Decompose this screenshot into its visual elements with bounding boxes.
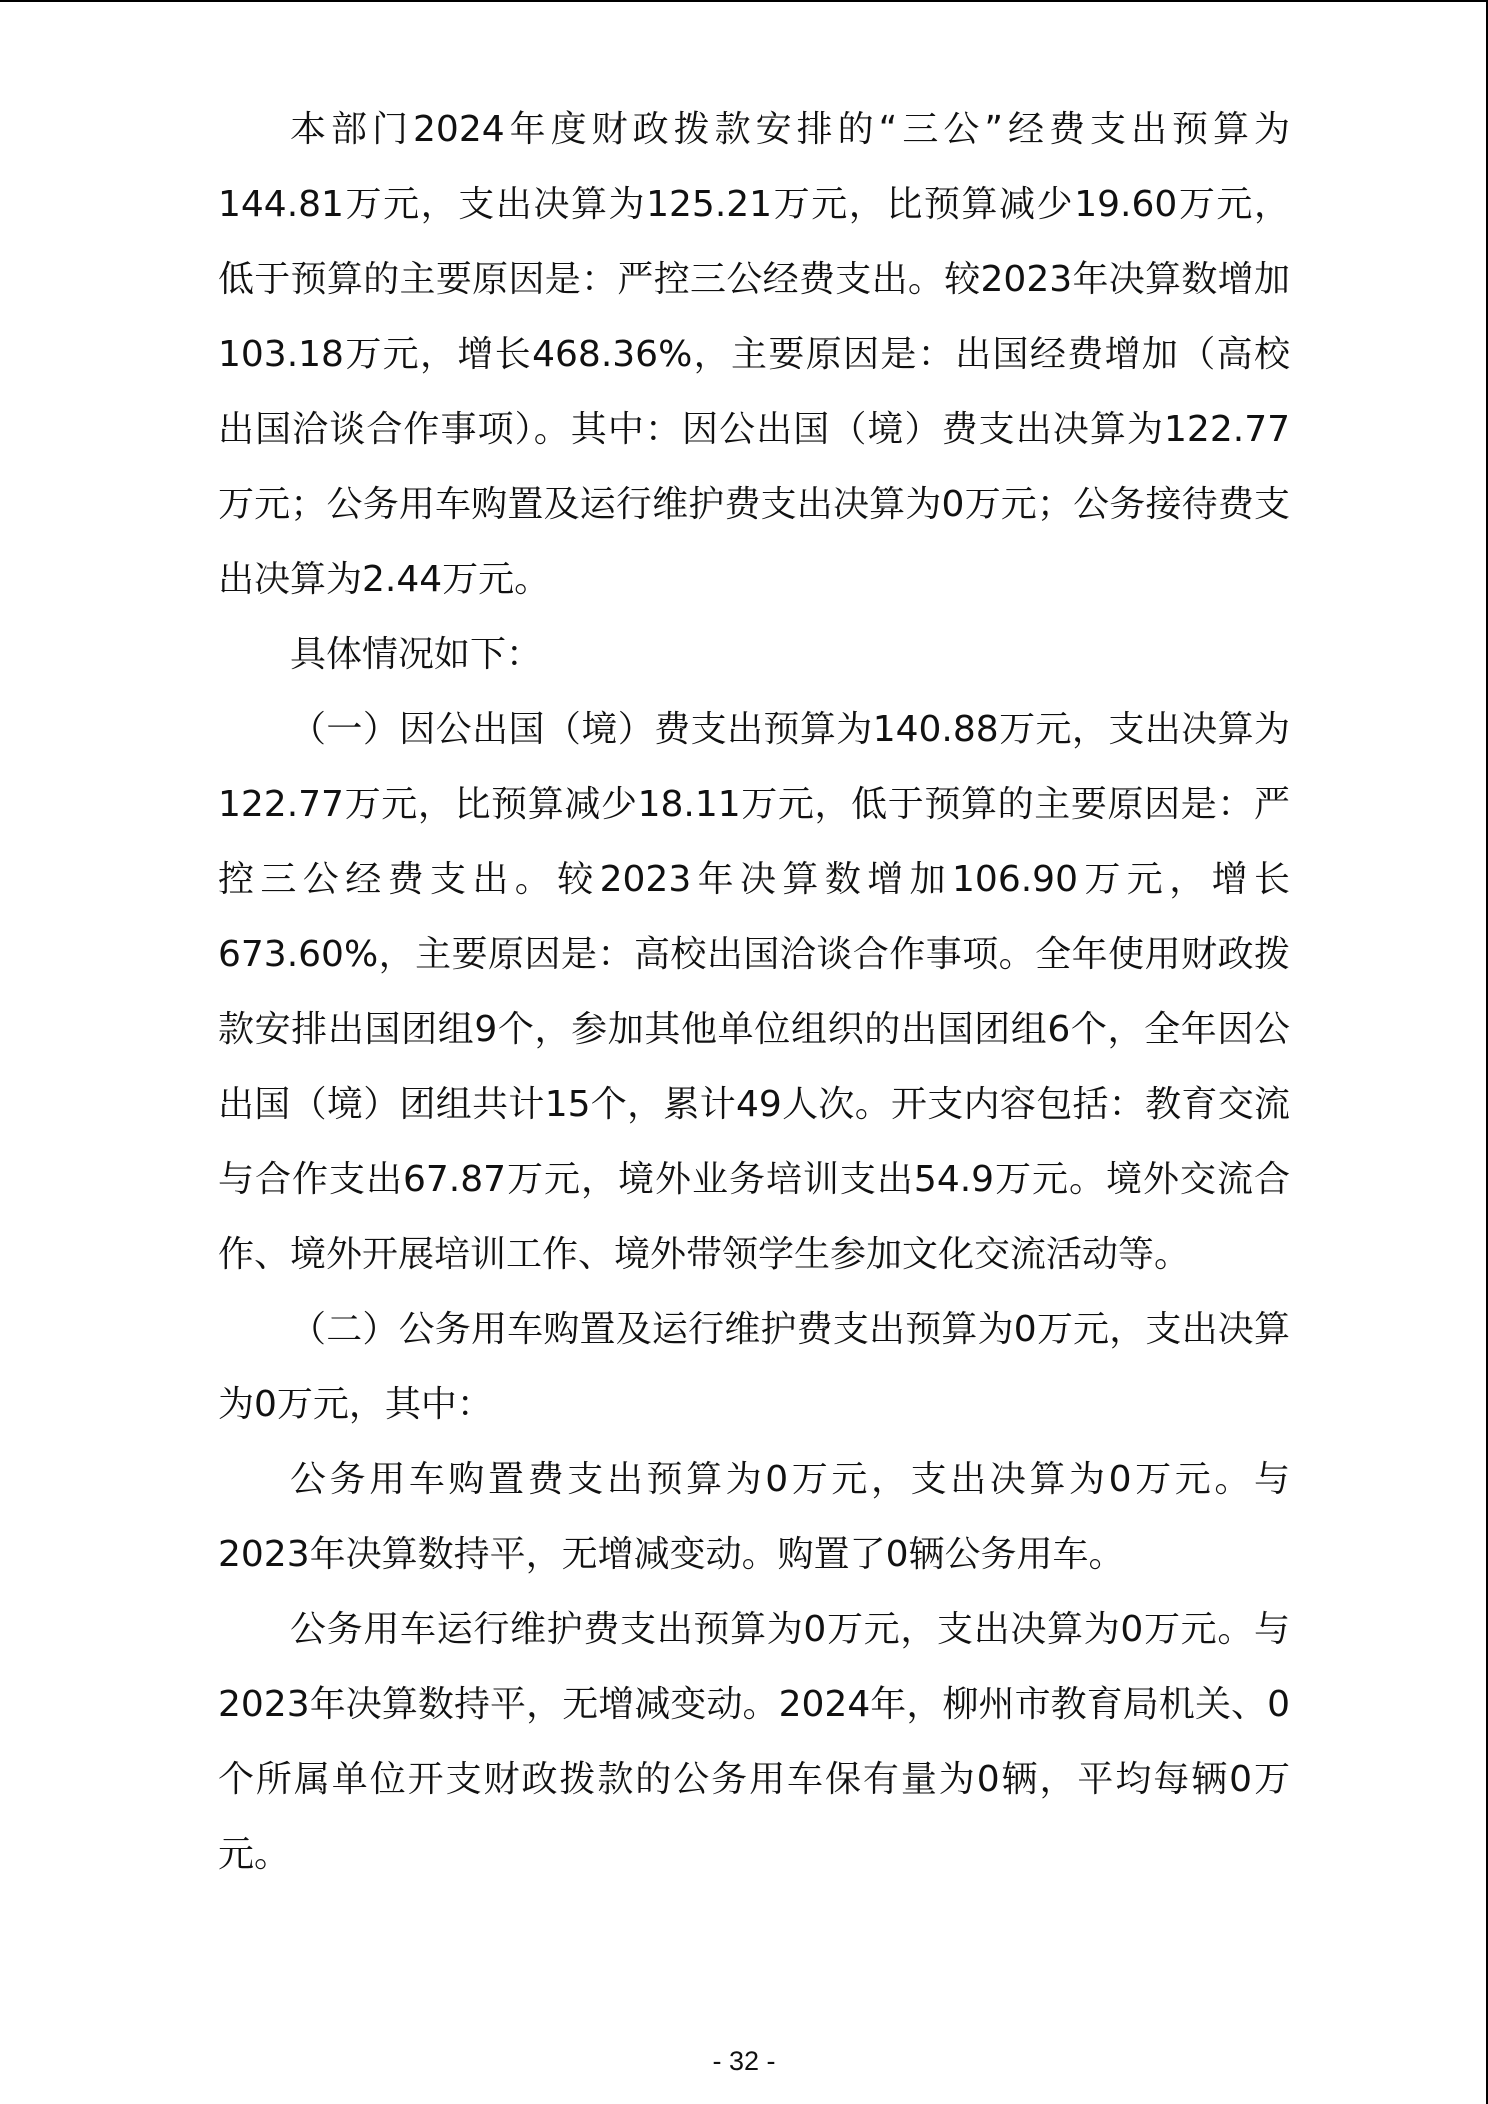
paragraph-overview: 本部门2024年度财政拨款安排的“三公”经费支出预算为144.81万元，支出决算为125.21万元，比预算减少19.60万元，低于预算的主要原因是：严控三公经费支出。较2023年决算数增加103.18万元，增长468.36%，主要原因是：出国经费增加（高校出国洽谈合作事项）。其中：因公出国（境）费支出决算为122.77万元；公务用车购置及运行维护费支出决算为0万元；公务接待费支出决算为2.44万元。 <box>218 109 1290 600</box>
document-body <box>218 92 1290 1892</box>
page-number: - 32 - <box>712 2046 776 2076</box>
paragraph-overseas-travel: （一）因公出国（境）费支出预算为140.88万元，支出决算为122.77万元，比预算减少18.11万元，低于预算的主要原因是：严控三公经费支出。较2023年决算数增加106.90万元，增长673.60%，主要原因是：高校出国洽谈合作事项。全年使用财政拨款安排出国团组9个，参加其他单位组织的出国团组6个，全年因公出国（境）团组共计15个，累计49人次。开支内容包括：教育交流与合作支出67.87万元，境外业务培训支出54.9万元。境外交流合作、境外开展培训工作、境外带领学生参加文化交流活动等。 <box>218 709 1290 1275</box>
paragraph-details-intro: 具体情况如下： <box>290 634 543 675</box>
paragraph-vehicle-overview: （二）公务用车购置及运行维护费支出预算为0万元，支出决算为0万元，其中： <box>218 1309 1290 1425</box>
paragraph-vehicle-purchase: 公务用车购置费支出预算为0万元，支出决算为0万元。与2023年决算数持平，无增减变动。购置了0辆公务用车。 <box>218 1459 1290 1575</box>
paragraph-vehicle-maintenance: 公务用车运行维护费支出预算为0万元，支出决算为0万元。与2023年决算数持平，无增减变动。2024年，柳州市教育局机关、0个所属单位开支财政拨款的公务用车保有量为0辆，平均每辆0万元。 <box>218 1609 1290 1875</box>
